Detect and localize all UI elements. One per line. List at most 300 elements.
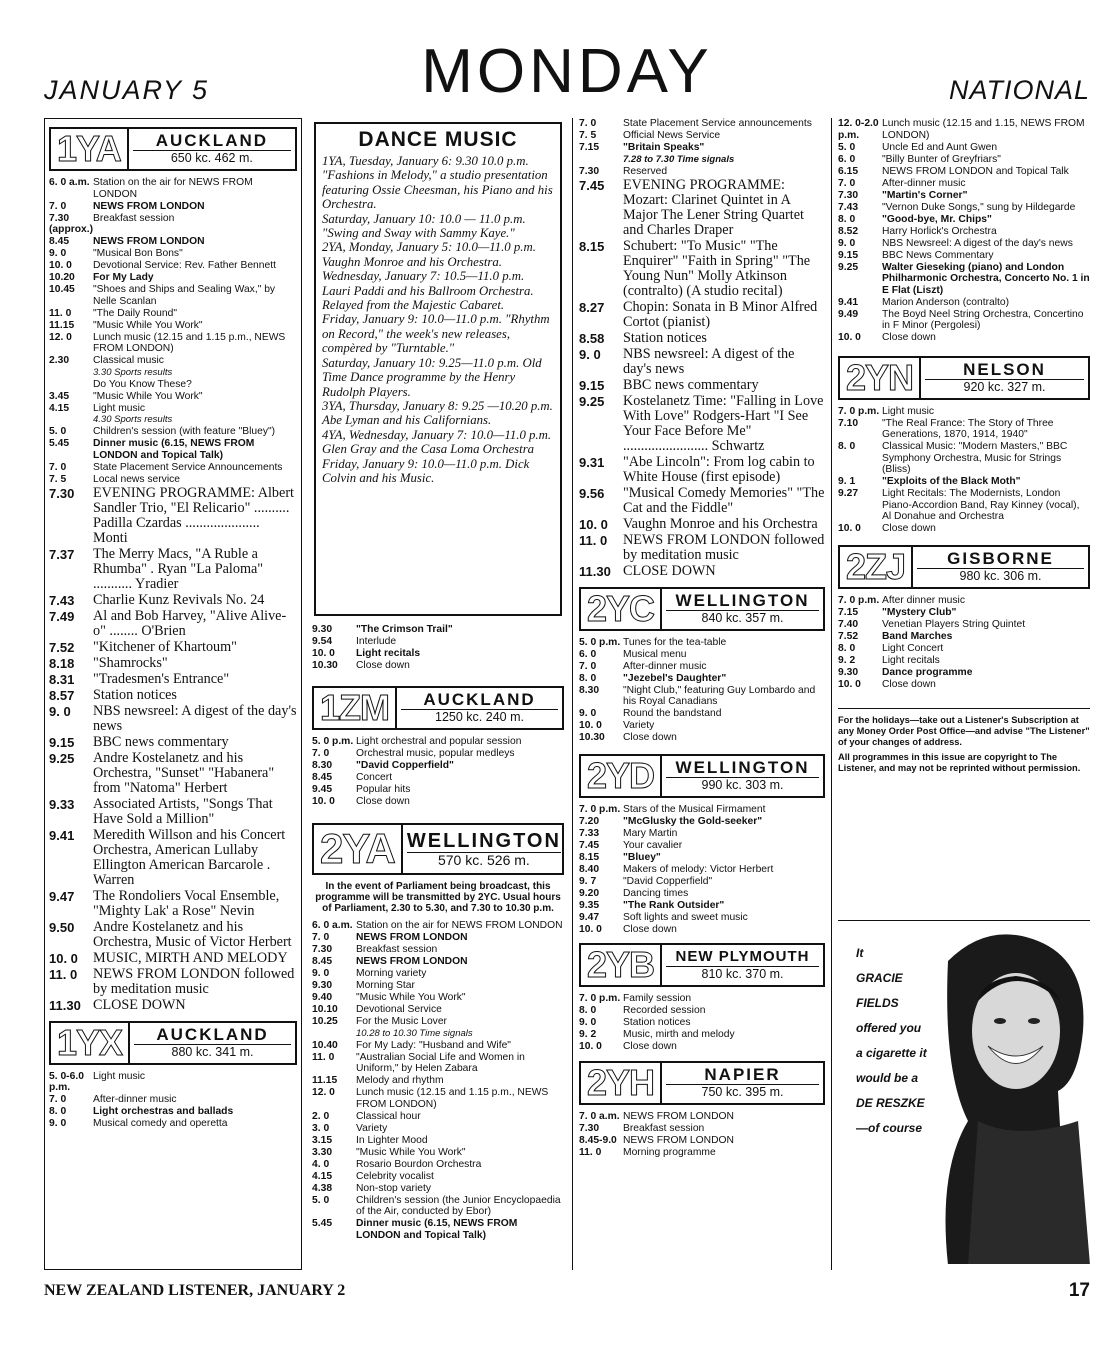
- schedule-row: [49, 889, 297, 919]
- page-number: 17: [1068, 1280, 1090, 1301]
- schedule-row: [579, 708, 825, 720]
- station-city: WELLINGTON: [675, 757, 810, 777]
- schedule-item-text: "Martin's Corner": [882, 189, 968, 201]
- schedule-time: 11.15: [49, 319, 75, 331]
- schedule-item-text: "Night Club," featuring Guy Lombardo and his Royal Canadians: [623, 684, 816, 707]
- schedule-row: [312, 1016, 564, 1039]
- schedule-row: [312, 1123, 564, 1135]
- schedule-time: 9.20: [579, 887, 600, 899]
- schedule-row: [312, 1075, 564, 1087]
- schedule-item: [623, 924, 825, 936]
- schedule-row: [579, 816, 825, 828]
- schedule-time: 7.20: [579, 815, 600, 827]
- schedule-time: 7. 0: [579, 660, 597, 672]
- dance-title: DANCE MUSIC: [358, 128, 518, 151]
- schedule-time: 7.43: [49, 592, 75, 608]
- schedule-item: [93, 260, 297, 272]
- station-city: AUCKLAND: [423, 689, 536, 709]
- station-city: NELSON: [963, 359, 1046, 379]
- schedule-row: [49, 951, 297, 966]
- schedule-time: 8.57: [49, 687, 75, 703]
- schedule-time: 7.49: [49, 608, 75, 624]
- station-banner-1zm: [312, 686, 564, 730]
- station-city: WELLINGTON: [406, 830, 561, 852]
- schedule-item: [93, 797, 297, 827]
- schedule-item: [356, 736, 564, 748]
- schedule-time: 12. 0: [312, 1087, 335, 1098]
- schedule-item-text: After-dinner music: [882, 177, 966, 189]
- station-call: 2YN: [840, 358, 921, 398]
- schedule-row: [579, 239, 825, 299]
- schedule-item: [882, 607, 1090, 619]
- schedule-time: 7. 0 p.m.: [838, 594, 880, 606]
- schedule-item-text: For the Music Lover: [356, 1016, 447, 1027]
- schedule-item-text: Classical Music: "Modern Masters," BBC Symphony Orchestra, Music for Strings (Bliss): [882, 441, 1068, 475]
- schedule-row: [838, 226, 1090, 238]
- schedule-item: [623, 1041, 825, 1053]
- schedule-item: [356, 624, 564, 636]
- schedule-item: [882, 309, 1090, 332]
- schedule-item-text: Morning Star: [356, 980, 415, 991]
- schedule-row: [312, 1004, 564, 1016]
- schedule-row: [49, 426, 297, 438]
- schedule-row: [579, 378, 825, 393]
- schedule-item: [356, 1171, 564, 1183]
- schedule-item-text: Melody and rhythm: [356, 1075, 444, 1086]
- evening-programme-list: [579, 178, 825, 579]
- schedule-item-text: Kostelanetz Time: "Falling in Love With Love" Rodgers-Hart "I See Your Face Before Me" ........................ Schwartz: [623, 392, 824, 454]
- schedule-item-text: The Merry Macs, "A Ruble a Rhumba" . Ryan "La Paloma" ........... Yradier: [93, 545, 264, 592]
- schedule-row: [49, 486, 297, 546]
- schedule-item: [93, 1094, 297, 1106]
- dance-listing: 1YA, Tuesday, January 6: 9.30 10.0 p.m. "Fashions in Melody," a studio presentation featuring Ossie Cheesman, his Piano and his Orchestra.: [322, 154, 553, 212]
- schedule-list: [312, 736, 564, 808]
- schedule-time: 9.33: [49, 796, 75, 812]
- schedule-item-text: Dancing times: [623, 887, 689, 899]
- schedule-time: 8. 0: [579, 672, 597, 684]
- schedule-time: 7.52: [838, 630, 859, 642]
- schedule-time: 9.45: [312, 783, 333, 795]
- schedule-time: 9. 2: [579, 1029, 597, 1040]
- schedule-item: [882, 142, 1090, 154]
- schedule-row: [838, 631, 1090, 643]
- schedule-time: 8.45: [312, 771, 333, 783]
- schedule-time: 9.25: [49, 750, 75, 766]
- schedule-item: [623, 486, 825, 516]
- schedule-item: [93, 236, 297, 248]
- schedule-item-text: Lunch music (12.15 and 1.15, NEWS FROM LONDON): [882, 118, 1085, 141]
- schedule-item-text: Variety: [623, 720, 655, 731]
- schedule-item-text: Station on the air for NEWS FROM LONDON: [93, 177, 253, 200]
- copyright-notice: All programmes in this issue are copyright to The Listener, and may not be reprinted without permission.: [838, 752, 1081, 773]
- schedule-item-text: Close down: [882, 678, 936, 690]
- station-freq: 990 kc. 303 m.: [666, 777, 819, 793]
- schedule-row: [579, 732, 825, 744]
- dance-listing: Saturday, January 10: 9.25—11.0 p.m. Old Time Dance programme by the Henry Rudolph Players.: [322, 355, 542, 399]
- schedule-row: [312, 660, 564, 672]
- schedule-time: 8.27: [579, 299, 605, 315]
- schedule-time: 8. 0: [838, 441, 856, 452]
- schedule-time: 10.30: [312, 660, 338, 671]
- station-banner-2yc: [579, 587, 825, 631]
- schedule-item-text: Close down: [356, 660, 410, 671]
- schedule-row: [579, 1005, 825, 1017]
- schedule-item: [623, 828, 825, 840]
- schedule-item-text: Round the bandstand: [623, 708, 722, 719]
- schedule-item: [623, 130, 825, 142]
- schedule-time: 9.56: [579, 485, 605, 501]
- schedule-row: [838, 667, 1090, 679]
- schedule-item-text: Rosario Bourdon Orchestra: [356, 1158, 482, 1170]
- schedule-item-text: BBC news commentary: [623, 376, 759, 393]
- advert-line: —of course: [856, 1121, 923, 1135]
- schedule-row: [49, 1118, 297, 1130]
- schedule-item-text: Station notices: [623, 1017, 691, 1028]
- schedule-time: 5. 0: [49, 426, 67, 437]
- schedule-row: [838, 418, 1090, 441]
- schedule-time: 7.30: [838, 189, 859, 201]
- schedule-row: [312, 1171, 564, 1183]
- schedule-item: [356, 1052, 564, 1075]
- dance-listing: Friday, January 9: 10.0—11.0 p.m. Dick Colvin and his Music.: [322, 456, 530, 485]
- schedule-item: [93, 998, 297, 1013]
- schedule-time: 11.30: [49, 997, 81, 1013]
- schedule-item-text: "David Copperfield": [623, 875, 713, 887]
- schedule-item-text: Recorded session: [623, 1005, 706, 1016]
- schedule-item: [93, 889, 297, 919]
- schedule-time: 9.47: [579, 911, 600, 923]
- dance-listing: 4YA, Wednesday, January 7: 10.0—11.0 p.m. Glen Gray and the Casa Loma Orchestra: [322, 427, 552, 457]
- schedule-item-text: Al and Bob Harvey, "Alive Alive-o" ........ O'Brien: [93, 607, 287, 639]
- schedule-time: 9.25: [579, 393, 605, 409]
- schedule-row: [579, 564, 825, 579]
- schedule-time: 11. 0: [49, 307, 72, 319]
- schedule-item-text: Local news service: [93, 473, 180, 485]
- schedule-time: 10.45: [49, 284, 75, 295]
- schedule-item-text: NEWS FROM LONDON: [356, 932, 468, 943]
- schedule-item-text: Close down: [623, 923, 677, 935]
- schedule-item: [356, 796, 564, 808]
- station-banner-1yx: [49, 1021, 297, 1065]
- schedule-item-text: Orchestral music, popular medleys: [356, 747, 515, 759]
- schedule-time: 7.30: [579, 1122, 600, 1134]
- advert-line: FIELDS: [856, 996, 899, 1010]
- schedule-time: 6. 0 a.m.: [49, 177, 90, 188]
- evening-programme-list: [49, 486, 297, 1013]
- schedule-item: [623, 888, 825, 900]
- schedule-item: [93, 213, 297, 236]
- schedule-time: 9. 0: [838, 237, 856, 249]
- schedule-item-text: "The Crimson Trail": [356, 624, 453, 635]
- schedule-row: [579, 888, 825, 900]
- schedule-item: [356, 1016, 564, 1039]
- schedule-item: [623, 1135, 825, 1147]
- station-city: NAPIER: [704, 1064, 781, 1084]
- schedule-item-text: Light music: [882, 405, 935, 417]
- schedule-time: 9.40: [312, 992, 333, 1003]
- schedule-item: [356, 1075, 564, 1087]
- schedule-item: [623, 1123, 825, 1135]
- schedule-list: [579, 804, 825, 936]
- schedule-item: [356, 636, 564, 648]
- schedule-item-text: Station notices: [623, 329, 707, 346]
- schedule-item: [93, 672, 297, 687]
- schedule-row: [579, 300, 825, 330]
- schedule-item-text: "Billy Bunter of Greyfriars": [882, 153, 1001, 165]
- schedule-item: [623, 517, 825, 532]
- schedule-item-text: NEWS FROM LONDON: [623, 1134, 734, 1146]
- schedule-item: [623, 347, 825, 377]
- schedule-time: 9.49: [838, 308, 859, 320]
- schedule-item: [882, 523, 1090, 535]
- schedule-item-text: Associated Artists, "Songs That Have Sold a Million": [93, 795, 273, 827]
- schedule-item-text: CLOSE DOWN: [93, 996, 186, 1013]
- schedule-item: [356, 1040, 564, 1052]
- schedule-item-text: Light recitals: [882, 654, 940, 666]
- subscription-notice: For the holidays—take out a Listener's Subscription at any Money Order Post Office—and advise "The Listener" of your changes of address.: [838, 708, 1090, 748]
- schedule-row: [49, 332, 297, 355]
- schedule-item: [623, 816, 825, 828]
- schedule-item-text: In Lighter Mood: [356, 1134, 428, 1146]
- schedule-item: [93, 403, 297, 426]
- schedule-item: [623, 876, 825, 888]
- schedule-item: [882, 190, 1090, 202]
- schedule-row: [49, 320, 297, 332]
- dance-listings: [322, 154, 554, 485]
- schedule-time: 7. 0: [49, 461, 67, 473]
- schedule-item: [356, 1087, 564, 1110]
- schedule-time: 9.27: [838, 488, 859, 499]
- schedule-time: 9.30: [838, 666, 859, 678]
- schedule-time: 7. 0 p.m.: [838, 405, 880, 417]
- schedule-row: [579, 900, 825, 912]
- schedule-time: 8.40: [579, 863, 600, 875]
- schedule-row: [312, 772, 564, 784]
- schedule-row: [312, 920, 564, 932]
- schedule-list: [838, 118, 1090, 344]
- schedule-item-text: MUSIC, MIRTH AND MELODY: [93, 949, 288, 966]
- schedule-item-text: "Good-bye, Mr. Chips": [882, 213, 992, 225]
- schedule-time: 12. 0-2.0 p.m.: [838, 118, 879, 141]
- schedule-item-text: Morning programme: [623, 1146, 716, 1158]
- advert-line: offered you: [856, 1021, 922, 1035]
- schedule-item: [882, 332, 1090, 344]
- schedule-item-text: After dinner music: [882, 594, 965, 606]
- schedule-item-text: Classical music: [93, 355, 164, 366]
- schedule-time: 8. 0: [838, 213, 856, 225]
- schedule-row: [838, 441, 1090, 476]
- schedule-item-text: Reserved: [623, 165, 668, 177]
- schedule-item: [623, 732, 825, 744]
- schedule-item: [93, 462, 297, 474]
- schedule-item-text: Interlude: [356, 636, 397, 647]
- station-city: NEW PLYMOUTH: [675, 948, 810, 965]
- schedule-time: 5.45: [312, 1218, 333, 1229]
- schedule-time: 10. 0: [838, 678, 861, 690]
- schedule-item-text: Music, mirth and melody: [623, 1029, 735, 1040]
- schedule-time: 7.30 (approx.): [49, 212, 94, 235]
- schedule-row: [579, 661, 825, 673]
- schedule-item-text: Mary Martin: [623, 827, 678, 839]
- schedule-item: [93, 704, 297, 734]
- advert-line: GRACIE: [856, 971, 903, 985]
- schedule-list: [312, 920, 564, 1241]
- schedule-time: 6. 0: [579, 648, 597, 660]
- schedule-item-text: Non-stop variety: [356, 1182, 431, 1194]
- schedule-item-text: Band Marches: [882, 630, 953, 642]
- schedule-row: [312, 648, 564, 660]
- schedule-row: [838, 238, 1090, 250]
- schedule-row: [579, 673, 825, 685]
- schedule-item: [882, 178, 1090, 190]
- schedule-item: [93, 177, 297, 200]
- schedule-row: [49, 672, 297, 687]
- schedule-item: [93, 308, 297, 320]
- schedule-item: [623, 804, 825, 816]
- schedule-item-text: NBS newsreel: A digest of the day's news: [93, 702, 297, 734]
- schedule-item: [356, 1004, 564, 1016]
- station-call: 1YX: [51, 1023, 130, 1063]
- schedule-row: [49, 998, 297, 1013]
- schedule-item-text: Tunes for the tea-table: [623, 636, 727, 648]
- schedule-row: [49, 735, 297, 750]
- schedule-item-text: NEWS FROM LONDON and Topical Talk: [882, 165, 1069, 177]
- schedule-item-text: "Abe Lincoln": From log cabin to White House (first episode): [623, 453, 815, 485]
- schedule-item-text: NEWS FROM LONDON followed by meditation music: [623, 531, 825, 563]
- schedule-row: [579, 455, 825, 485]
- footer-publication: NEW ZEALAND LISTENER, JANUARY 2: [44, 1282, 346, 1299]
- schedule-item: [623, 142, 825, 165]
- schedule-time: 3.45: [49, 390, 70, 402]
- station-call: 2YH: [581, 1063, 662, 1103]
- schedule-item-text: Walter Gieseking (piano) and London Philharmonic Orchestra, Concerto No. 1 in E Flat (Liszt): [882, 261, 1090, 296]
- schedule-time: 4. 0: [312, 1158, 330, 1170]
- advert-line: a cigarette it: [856, 1046, 927, 1060]
- schedule-row: [49, 1094, 297, 1106]
- header-day: MONDAY: [421, 37, 713, 106]
- schedule-time: 3. 0: [312, 1122, 330, 1134]
- schedule-item-text: EVENING PROGRAMME: Albert Sandler Trio, "El Relicario" .......... Padilla Czardas ..................... Monti: [93, 484, 294, 546]
- schedule-time: 7. 0 a.m.: [579, 1110, 620, 1122]
- dance-listing: 2YA, Monday, January 5: 10.0—11.0 p.m. Vaughn Monroe and his Orchestra.: [322, 240, 536, 269]
- schedule-time: 10. 0: [579, 516, 608, 532]
- station-banner-2yn: [838, 356, 1090, 400]
- schedule-item-text: Musical menu: [623, 648, 687, 660]
- schedule-item-text: "Music While You Work": [356, 992, 466, 1003]
- schedule-time: 3.30: [312, 1146, 333, 1158]
- schedule-time: 10. 0: [838, 523, 861, 534]
- schedule-item: [623, 637, 825, 649]
- schedule-row: [838, 214, 1090, 226]
- schedule-row: [312, 980, 564, 992]
- schedule-row: [312, 1111, 564, 1123]
- schedule-item-text: Breakfast session: [623, 1122, 705, 1134]
- schedule-time: 8.45-9.0: [579, 1134, 617, 1146]
- schedule-item: [356, 648, 564, 660]
- advert-line: DE RESZKE: [856, 1096, 925, 1110]
- schedule-item-text: "Musical Comedy Memories" "The Cat and the Fiddle": [623, 484, 825, 516]
- schedule-row: [49, 797, 297, 827]
- schedule-item-text: The Boyd Neel String Orchestra, Concertino in F Minor (Pergolesi): [882, 308, 1084, 331]
- schedule-item: [356, 1218, 564, 1241]
- station-banner-2zj: [838, 545, 1090, 589]
- schedule-row: [838, 297, 1090, 309]
- schedule-item-text: "Mystery Club": [882, 606, 957, 618]
- schedule-item-text: Dinner music (6.15, NEWS FROM LONDON and Topical Talk): [356, 1218, 518, 1241]
- schedule-item-text: Light music: [93, 402, 146, 414]
- schedule-row: [579, 804, 825, 816]
- schedule-item: [623, 685, 825, 708]
- schedule-item: [93, 1071, 297, 1094]
- station-freq: 920 kc. 327 m.: [925, 379, 1084, 395]
- schedule-row: [312, 760, 564, 772]
- schedule-time: 9. 2: [838, 654, 856, 666]
- schedule-time: 8.15: [579, 851, 600, 863]
- schedule-item-text: "Australian Social Life and Women in Uniform," by Helen Zabara: [356, 1051, 525, 1074]
- schedule-row: [579, 1111, 825, 1123]
- schedule-item-text: Makers of melody: Victor Herbert: [623, 863, 774, 875]
- schedule-time: 11.30: [579, 563, 611, 579]
- schedule-time: 9. 0: [49, 703, 71, 719]
- schedule-item: [93, 688, 297, 703]
- schedule-time: 7.43: [838, 201, 859, 213]
- schedule-item-text: After-dinner music: [623, 660, 707, 672]
- schedule-row: [838, 476, 1090, 488]
- schedule-time: 8.15: [579, 238, 605, 254]
- schedule-item: [93, 320, 297, 332]
- schedule-time: 7.33: [579, 827, 600, 839]
- schedule-list: [312, 624, 564, 672]
- schedule-item-text: Popular hits: [356, 783, 411, 795]
- schedule-time: 8.30: [579, 684, 600, 696]
- schedule-item: [356, 748, 564, 760]
- schedule-item-text: "Britain Speaks": [623, 142, 705, 153]
- schedule-item-text: Marion Anderson (contralto): [882, 296, 1010, 308]
- station-banner-2yd: [579, 754, 825, 798]
- schedule-time: 8.52: [838, 225, 859, 237]
- schedule-item: [882, 418, 1090, 441]
- schedule-row: [579, 142, 825, 165]
- schedule-row: [579, 331, 825, 346]
- schedule-item: [356, 1111, 564, 1123]
- column-3: [572, 118, 832, 1270]
- schedule-row: [49, 284, 297, 307]
- schedule-time: 7. 0: [838, 177, 856, 189]
- schedule-row: [579, 876, 825, 888]
- schedule-time: 7.30: [579, 165, 600, 177]
- schedule-time: 8. 0: [49, 1106, 67, 1117]
- schedule-item-text: The Rondoliers Vocal Ensemble, "Mighty Lak' a Rose" Nevin: [93, 887, 280, 919]
- schedule-item: [882, 226, 1090, 238]
- schedule-item: [356, 980, 564, 992]
- schedule-row: [312, 956, 564, 968]
- schedule-row: [49, 236, 297, 248]
- schedule-item-text: Close down: [623, 732, 677, 743]
- schedule-item: [882, 679, 1090, 691]
- schedule-time: 8. 0: [838, 642, 856, 654]
- schedule-item-text: After-dinner music: [93, 1094, 177, 1105]
- schedule-item-text: Stars of the Musical Firmament: [623, 803, 766, 815]
- schedule-item: [623, 673, 825, 685]
- schedule-item: [93, 248, 297, 260]
- schedule-time: 8.45: [312, 956, 333, 967]
- schedule-item-text: Light Concert: [882, 642, 944, 654]
- schedule-item-text: Morning variety: [356, 968, 427, 979]
- schedule-time: 8. 0: [579, 1005, 597, 1016]
- schedule-item: [356, 944, 564, 956]
- schedule-row: [838, 262, 1090, 297]
- schedule-subnote: 7.28 to 7.30 Time signals: [623, 153, 735, 165]
